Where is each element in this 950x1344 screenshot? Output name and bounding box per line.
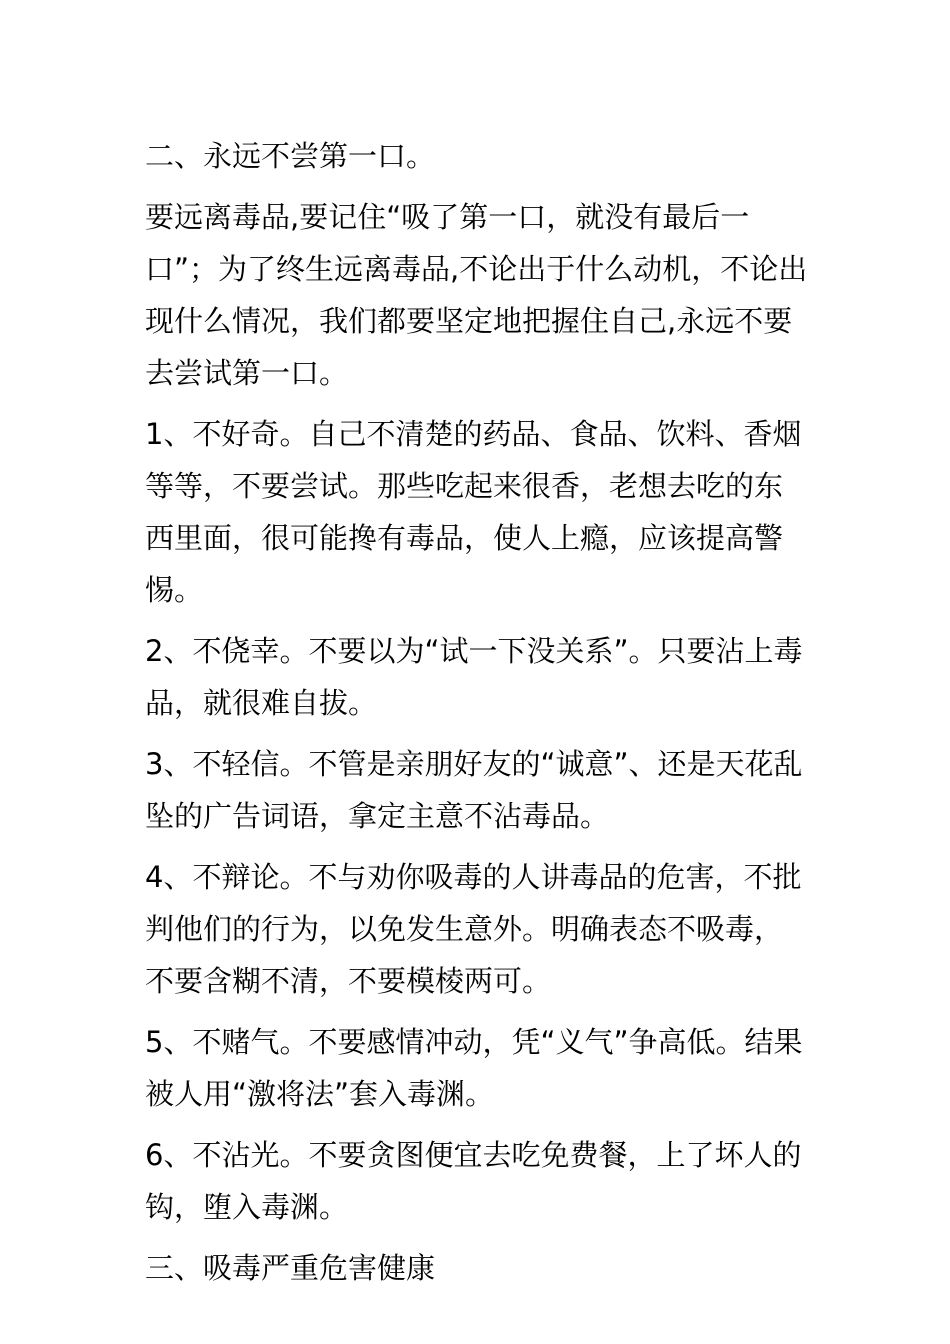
paragraph-intro: 要远离毒品,要记住“吸了第一口，就没有最后一口”；为了终生远离毒品,不论出于什么动机，不论出现什么情况，我们都要坚定地把握住自己,永远不要去尝试第一口。 [145, 200, 808, 390]
document-body [145, 130, 810, 1303]
list-item-no-argue: 4、不辩论。不与劝你吸毒的人讲毒品的危害，不批判他们的行为，以免发生意外。明确表态不吸毒，不要含糊不清，不要模棱两可。 [145, 860, 802, 998]
section-heading-never-try: 二、永远不尝第一口。 [145, 139, 436, 173]
list-item-no-temper: 5、不赌气。不要感情冲动，凭“义气”争高低。结果被人用“激将法”套入毒渊。 [145, 1025, 803, 1111]
list-item-no-curiosity: 1、不好奇。自己不清楚的药品、食品、饮料、香烟等等，不要尝试。那些吃起来很香，老想去吃的东西里面，很可能搀有毒品，使人上瘾，应该提高警惕。 [145, 417, 802, 607]
section-heading-health-harm: 三、吸毒严重危害健康 [145, 1251, 436, 1285]
list-item-no-freebies: 6、不沾光。不要贪图便宜去吃免费餐，上了坏人的钩，堕入毒渊。 [145, 1138, 802, 1224]
list-item-no-trust: 3、不轻信。不管是亲朋好友的“诚意”、还是天花乱坠的广告词语，拿定主意不沾毒品。 [145, 747, 803, 833]
list-item-no-luck: 2、不侥幸。不要以为“试一下没关系”。只要沾上毒品，就很难自拔。 [145, 634, 803, 720]
